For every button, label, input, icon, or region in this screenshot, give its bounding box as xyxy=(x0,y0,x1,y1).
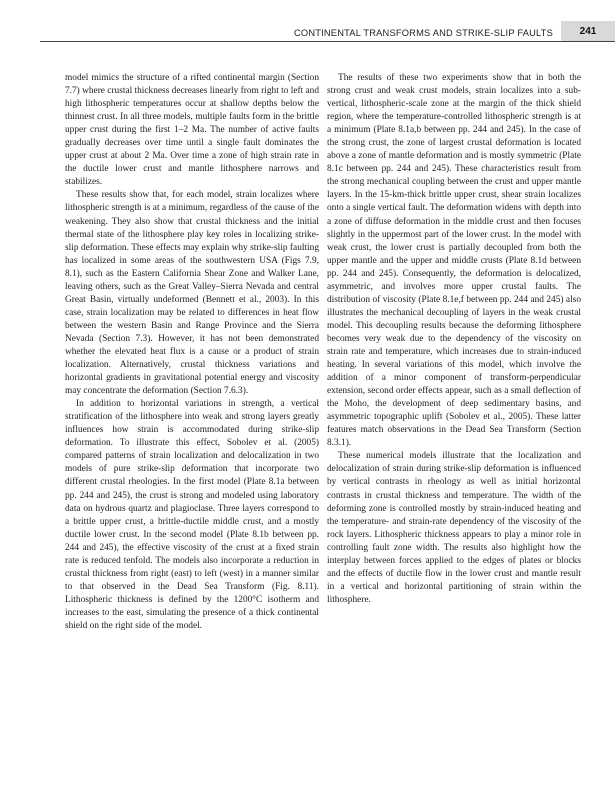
left-paragraph-3: In addition to horizontal variations in strength, a vertical stratification of the lithosphere into weak and strong layers greatly influences how strain is accommodated during strike-slip deformation. To illustrate this effect, Sobolev et al. (2005) compared patterns of strain localization and delocalization in two models of pure strike-slip deformation that incorporate two different crustal rheologies. In the first model (Plate 8.1a between pp. 244 and 245), the crust is strong and modeled using laboratory data on hydrous quartz and plagioclase. Three layers correspond to a brittle upper crust, a brittle-ductile middle crust, and a mostly ductile lower crust. In the second model (Plate 8.1b between pp. 244 and 245), the effective viscosity of the crust at a fixed strain rate is reduced tenfold. The models also incorporate a reduction in crustal thickness from right (east) to left (west) in a manner similar to that observed in the Dead Sea Transform (Fig. 8.11). Lithospheric thickness is defined by the 1200°C isotherm and increases to the east, simulating the presence of a thick continental shield on the right side of the model. xyxy=(65,399,319,631)
page-number: 241 xyxy=(561,21,615,41)
left-paragraph-1: model mimics the structure of a rifted continental margin (Section 7.7) where crustal thickness decreases linearly from right to left and high lithospheric temperatures occur at shallow depths below the thinnest crust. In all three models, multiple faults form in the brittle upper crust during the first 1–2 Ma. The number of active faults gradually decreases over time until a single fault dominates the upper crust at about 2 Ma. Over time a zone of high strain rate in the ductile lower crust and mantle lithosphere narrows and stabilizes. xyxy=(65,73,320,188)
right-column xyxy=(327,72,581,607)
page-header xyxy=(0,0,615,40)
right-paragraph-2: These numerical models illustrate that the localization and delocalization of strain during strike-slip deformation is influenced by vertical contrasts in rheology as well as initial horizontal contrasts in crustal thickness and temperature. The width of the deforming zone is controlled mostly by strain-induced heating and the temperature- and strain-rate dependency of the viscosity of the rock layers. Lithospheric thickness appears to play a minor role in controlling fault zone width. The results also highlight how the interplay between forces applied to the edges of plates or blocks and the effects of ductile flow in the lower crust and mantle result in a vertical and horizontal partitioning of strain within the lithosphere. xyxy=(327,451,581,605)
right-paragraph-1: The results of these two experiments show that in both the strong crust and weak crust models, strain localizes into a sub-vertical, lithospheric-scale zone at the margin of the thick shield region, where the temperature-controlled lithospheric strength is at a minimum (Plate 8.1a,b between pp. 244 and 245). In the case of the strong crust, the zone of largest crustal deformation is located above a zone of mantle deformation and is mostly symmetric (Plate 8.1c between pp. 244 and 245). These characteristics result from the strong mechanical coupling between the crust and upper mantle layers. In the 15-km-thick brittle upper crust, shear strain localizes onto a single vertical fault. The deformation widens with depth into a zone of diffuse deformation in the middle crust and then focuses slightly in the uppermost part of the lower crust. In the model with weak crust, the lower crust is partially decoupled from both the upper mantle and the upper and middle crusts (Plate 8.1d between pp. 244 and 245). Consequently, the deformation is delocalized, asymmetric, and involves more upper crustal faults. The distribution of viscosity (Plate 8.1e,f between pp. 244 and 245) also illustrates the mechanical decoupling of layers in the weak crustal model. This decoupling results because the deforming lithosphere becomes very weak due to the dependency of the viscosity on strain rate and temperature, which increases due to strain-induced heating. In several variations of this model, which involve the addition of a minor component of transform-perpendicular extension, second order effects appear, such as a small deflection of the Moho, the development of deep sedimentary basins, and asymmetric topographic uplift (Sobolev et al., 2005). These latter features match observations in the Dead Sea Transform (Section 8.3.1). xyxy=(327,73,581,449)
left-paragraph-2: These results show that, for each model, strain localizes where lithospheric strength is at a minimum, regardless of the cause of the weakening. They also show that crustal thickness and the initial thermal state of the lithosphere play key roles in localizing strike-slip deformation. These effects may explain why strike-slip faulting has localized in some areas of the southwestern USA (Figs 7.9, 8.1), such as the Eastern California Shear Zone and Walker Lane, leaving others, such as the Great Valley–Sierra Nevada and central Great Basin, virtually undeformed (Bennett et al., 2003). In this case, strain localization may be related to differences in heat flow between the western Basin and Range Province and the Sierra Nevada (Section 7.3). However, it has not been demonstrated whether the elevated heat flux is a cause or a product of strain localization. Alternatively, crustal thickness variations and horizontal gradients in gravitational potential energy and viscosity may concentrate the deformation (Section 7.6.3). xyxy=(65,190,319,397)
header-rule xyxy=(40,41,615,42)
running-title: CONTINENTAL TRANSFORMS AND STRIKE-SLIP FAULTS xyxy=(293,28,553,38)
left-column xyxy=(65,72,319,633)
